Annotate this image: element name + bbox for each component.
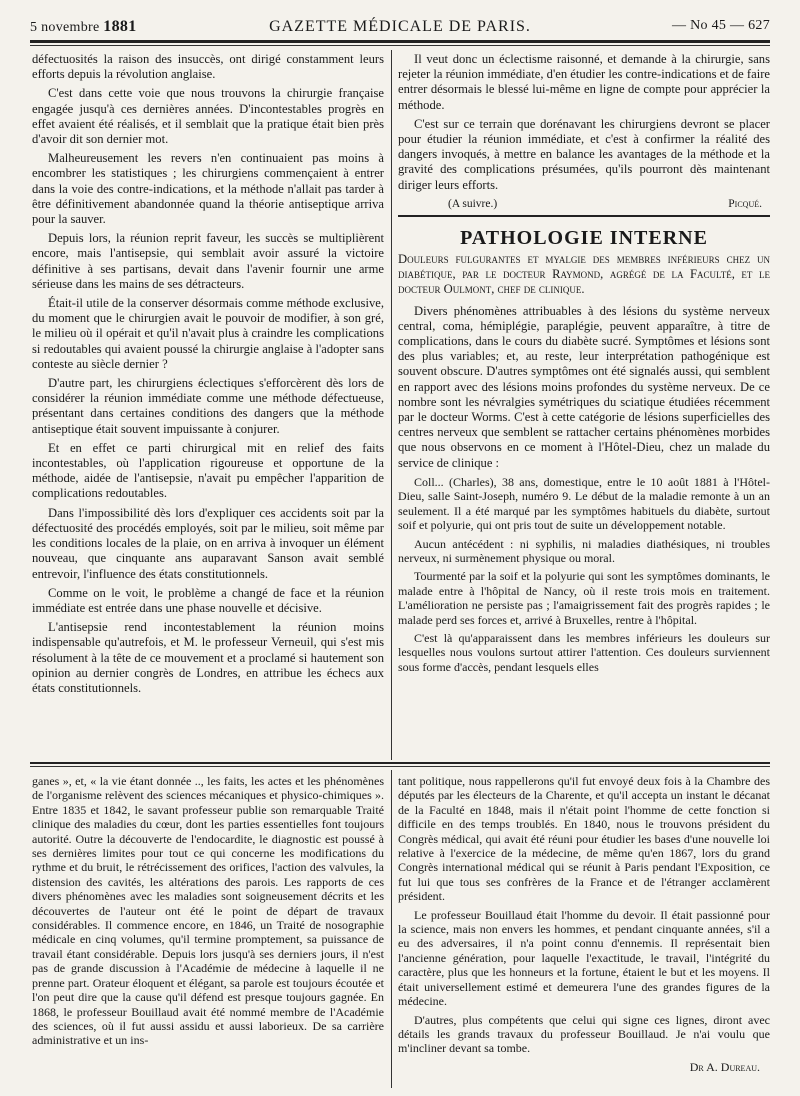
paragraph: tant politique, nous rappellerons qu'il fut envoyé deux fois à la Chambre des députés par les électeurs de la Charente, et qu'il accepta un instant le décanat de la Faculté en 1848, mais il n'était point l'homme de cette fonction si difficile en des temps troublés. En 1840, nous le trouvons président du Congrès médical, qui avait été réuni pour étudier les bases d'une nouvelle loi relative à l'exercice de la médecine, de même qu'en 1867, lors du grand Congrès international médical qui se réunit à Paris pendant l'Exposition, ce fut lui que tous ses confrères de la France et de l'étranger acclamèrent président.: [398, 774, 770, 904]
case-paragraph: Tourmenté par la soif et la polyurie qui sont les symptômes dominants, le malade entre à l'hôpital de Nancy, où il reste trois mois en traitement. L'amélioration ne persiste pas ; l'amaigrissement fait des progrès rapides ; le malade perd ses forces et, arrivé à Bruxelles, rentre à l'hôpital.: [398, 569, 770, 627]
paragraph: Divers phénomènes attribuables à des lésions du système nerveux central, coma, hémiplégie, paraplégie, peuvent apparaître, à titre de complications, dans le cours du diabète sucré. Symptômes et lésions sont des plus variables; et, au reste, leur interprétation pathogénique est souvent obscure. D'autres symptômes ont été signalés aussi, qui semblent en rapport avec des lésions moins profondes du système nerveux. De ce nombre sont les névralgies symétriques du sciatique étudiées récemment par le docteur Worms. C'est à cette catégorie de lésions superficielles des centres nerveux que semblent se rattacher certains phénomènes morbides que nous observons en ce moment à l'Hôtel-Dieu, chez un malade du service de clinique :: [398, 303, 770, 470]
section-rule: [398, 215, 770, 217]
paragraph: C'est sur ce terrain que dorénavant les chirurgiens devront se placer pour étudier la réunion immédiate, et c'est à confirmer la réalité des dangers invoqués, à mettre en balance les avantages de la méthode et la gravité des complications présumées, qu'ils pourront dès maintenant diriger leurs efforts.: [398, 116, 770, 192]
to-be-continued-note: (A suivre.): [448, 197, 498, 210]
journal-title: GAZETTE MÉDICALE DE PARIS.: [269, 18, 531, 35]
case-paragraph: Coll... (Charles), 38 ans, domestique, entre le 10 août 1881 à l'Hôtel-Dieu, salle Saint-Joseph, numéro 9. Le début de la maladie remonte à un an seulement. Il a été marqué par les symptômes habituels du diabète, surtout soif et polyurie, qui ont pris tout de suite un développement notable.: [398, 474, 770, 533]
article-heading: [398, 252, 770, 298]
paragraph: C'est dans cette voie que nous trouvons la chirurgie française engagée jusqu'à ces dernières années. D'incontestables progrès en effet avaient été réalisés, et il semblait que la pratique était bien près d'avoir dit son dernier mot.: [32, 86, 384, 147]
section-separator-thin: [30, 766, 770, 767]
paragraph: Malheureusement les revers n'en continuaient pas moins à encombrer les statistiques ; les chirurgiens commençaient à entrer dans la voie des contre-indications, et la méthode n'allait pas tarder à être définitivement abandonnée quand la théorie antiseptique arriva pour la sauver.: [32, 151, 384, 227]
column-1: [32, 52, 384, 700]
paragraph: Et en effet ce parti chirurgical mit en relief des faits incontestables, où l'application rigoureuse et opportune de la méthode, aidée de l'antisepsie, n'avait pu empêcher l'apparition de complications redoutables.: [32, 440, 384, 501]
paragraph: défectuosités la raison des insuccès, ont dirigé constamment leurs efforts depuis la révolution anglaise.: [32, 52, 384, 82]
section-separator: [30, 762, 770, 764]
paragraph: ganes », et, « la vie étant donnée .., les faits, les actes et les phénomènes de l'organisme relèvent des sciences mécaniques et physico-chimiques ». Entre 1835 et 1842, le savant professeur publie son remarquable Traité clinique des maladies du cœur, dont les parties essentielles font toujours autorité. Outre la découverte de l'endocardite, le diagnostic est poussé à ses dernières limites pour tout ce qui concerne les modifications du rythme et du bruit, le rétrécissement des orifices, l'action des valvules, la distension des cavités, les altérations des parois. Les rapports de ces divers phénomènes avec les maladies sont soigneusement décrits et les découvertes de l'auteur ont été le point de départ de travaux considérables. Il commence encore, en 1846, un Traité de nosographie médicale en cinq volumes, qu'il termine promptement, sa puissance de travail étant considérable. Depuis lors jusqu'à ses derniers jours, il n'est pas de grande discussion à l'Académie de médecine à laquelle il ne prenne part. Orateur éloquent et élégant, sa parole est toujours écoutée et l'on peut dire que la cause qu'il défend est presque toujours gagnée. En 1868, le professeur Bouillaud avait été nommé membre de l'Académie des sciences, où il fut aussi assidu et aussi laborieux. De sa carrière administrative et un ins-: [32, 774, 384, 1048]
paragraph: L'antisepsie rend incontestablement la réunion moins indispensable qu'autrefois, et M. le professeur Verneuil, qui s'est mis résolument à la tête de ce mouvement et a proclamé si hautement son opinion au dernier congrès de Londres, en attribue les échecs aux états constitutionnels.: [32, 620, 384, 695]
section-title: PATHOLOGIE INTERNE: [460, 226, 708, 249]
paragraph: Il veut donc un éclectisme raisonné, et demande à la chirurgie, sans rejeter la réunion immédiate, d'en étudier les contre-indications et de faire entrer désormais le blessé lui-même en ligne de compte pour apprécier la méthode.: [398, 52, 770, 112]
column-2: [398, 52, 770, 678]
paragraph: Comme on le voit, le problème a changé de face et la réunion immédiate est entrée dans une phase nouvelle et décisive.: [32, 585, 384, 615]
article-heading-text: Douleurs fulgurantes et myalgie des membres inférieurs chez un diabétique, par le docteur Raymond, agrégé de la Faculté, et le docteur Oulmont, chef de clinique.: [398, 252, 770, 297]
paragraph: Depuis lors, la réunion reprit faveur, les succès se multiplièrent encore, mais l'antisepsie, qui semblait avoir assuré la victoire définitive à ses partisans, devait dans l'avenir fournir une arme sérieuse dans les mains de ses détracteurs.: [32, 231, 384, 291]
paragraph: Était-il utile de la conserver désormais comme méthode exclusive, du moment que le chirurgien avait le pouvoir de modifier, à son gré, le milieu où il opérait et qu'il n'avait plus à craindre les complications si redoutables qui avaient poussé la chirurgie anglaise à l'adopter sans conteste au siècle dernier ?: [32, 296, 384, 371]
column-3: [32, 774, 384, 1052]
issue-day-month: 5 novembre: [30, 20, 100, 35]
paragraph: Dans l'impossibilité dès lors d'expliquer ces accidents soit par la défectuosité des procédés employés, soit par le milieu, soit même par les conditions locales de la plaie, on en arriva à invoquer un élément nouveau, que cinquante ans auparavant Sanson avait semblé entrevoir, l'influence des états constitutionnels.: [32, 505, 384, 581]
signature-row: [398, 197, 770, 213]
paragraph: Le professeur Bouillaud était l'homme du devoir. Il était passionné pour la science, mais non envers les hommes, et pendant cinquante années, s'il a eu des adversaires, il n'a point connu d'ennemis. Il représentait bien l'ancienne génération, pour laquelle l'exactitude, le travail, l'intégrité du caractère, plus que les honneurs et la fortune, étaient le but et les moyens. Il était universellement estimé et demeurera l'une des grandes figures de la médecine.: [398, 907, 770, 1009]
column-4: [398, 774, 770, 1074]
issue-page-number: — No 45 — 627: [671, 18, 770, 33]
header-rule: [30, 40, 770, 43]
column-divider-bottom: [391, 770, 392, 1088]
case-paragraph: C'est là qu'apparaissent dans les membres inférieurs les douleurs sur lesquelles nous voulons surtout attirer l'attention. Ces douleurs surviennent sous forme d'accès, pendant lesquels elles: [398, 630, 770, 674]
author-signature: Picqué.: [728, 197, 762, 210]
issue-year: 1881: [103, 18, 137, 35]
column-divider-top: [391, 50, 392, 760]
header-rule-thin: [30, 45, 770, 46]
page-header: [30, 14, 770, 40]
paragraph: D'autre part, les chirurgiens éclectiques s'efforcèrent dès lors de considérer la réunion immédiate comme une méthode défectueuse, présentant dans certaines conditions des dangers que la méthode antiseptique était souvent impuissante à conjurer.: [32, 376, 384, 436]
paragraph: D'autres, plus compétents que celui qui signe ces lignes, diront avec détails les grands travaux du professeur Bouillaud. Je n'ai voulu que m'incliner devant sa tombe.: [398, 1012, 770, 1056]
case-paragraph: Aucun antécédent : ni syphilis, ni maladies diathésiques, ni troubles nerveux, ni surmènement physique ou moral.: [398, 536, 770, 565]
author-signature: Dr A. Dureau.: [689, 1059, 760, 1074]
